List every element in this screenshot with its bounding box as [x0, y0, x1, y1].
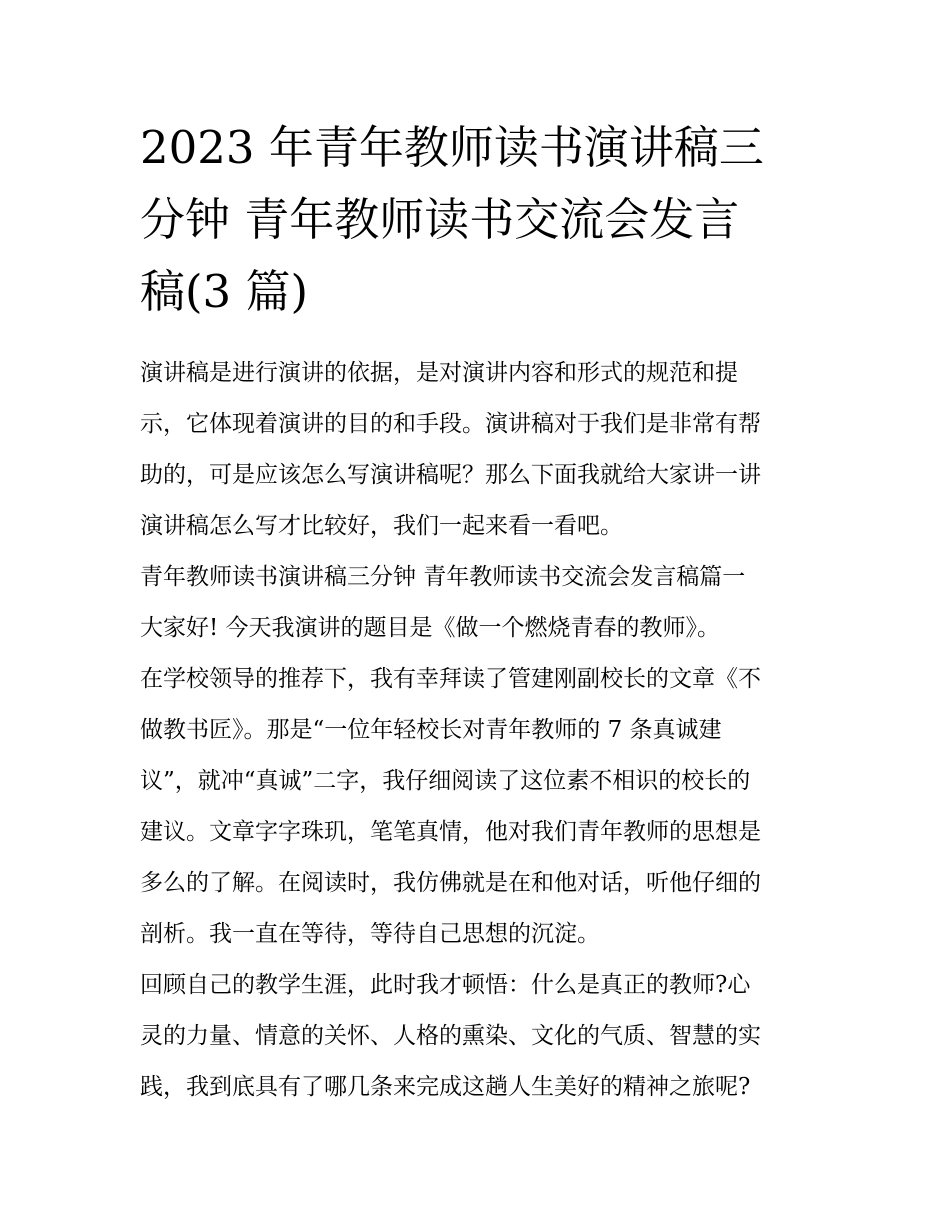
- title-line: 分钟 青年教师读书交流会发言: [140, 193, 740, 246]
- text-line: 演讲稿是进行演讲的依据，是对演讲内容和形式的规范和提: [140, 360, 738, 386]
- text-line: 助的，可是应该怎么写演讲稿呢？那么下面我就给大家讲一讲: [140, 462, 761, 488]
- text-line: 示，它体现着演讲的目的和手段。演讲稿对于我们是非常有帮: [140, 411, 761, 437]
- body-paragraph-2: [140, 960, 810, 1113]
- document-page: [140, 112, 810, 1113]
- title-line: 稿(3 篇): [140, 265, 309, 318]
- text-line: 践，我到底具有了哪几条来完成这趟人生美好的精神之旅呢?: [140, 1074, 751, 1100]
- text-line: 演讲稿怎么写才比较好，我们一起来看一看吧。: [140, 513, 623, 539]
- text-line: 做教书匠》。那是“一位年轻校长对青年教师的 7 条真诚建: [140, 717, 722, 743]
- text-line: 多么的了解。在阅读时，我仿佛就是在和他对话，听他仔细的: [140, 870, 761, 896]
- intro-paragraph: [140, 348, 810, 552]
- text-line: 回顾自己的教学生涯，此时我才顿悟：什么是真正的教师?心: [140, 972, 751, 998]
- text-line: 灵的力量、情意的关怀、人格的熏染、文化的气质、智慧的实: [140, 1023, 761, 1049]
- text-line: 在学校领导的推荐下，我有幸拜读了管建刚副校长的文章《不: [140, 666, 761, 692]
- body-paragraph-1: [140, 654, 810, 960]
- greeting-line: 大家好! 今天我演讲的题目是《做一个燃烧青春的教师》。: [140, 615, 721, 641]
- text-line: 建议。文章字字珠玑，笔笔真情，他对我们青年教师的思想是: [140, 819, 761, 845]
- title-line: 2023 年青年教师读书演讲稿三: [140, 121, 764, 174]
- text-line: 剖析。我一直在等待，等待自己思想的沉淀。: [140, 921, 600, 947]
- section-heading: 青年教师读书演讲稿三分钟 青年教师读书交流会发言稿篇一: [140, 564, 746, 590]
- text-line: 议”，就冲“真诚”二字，我仔细阅读了这位素不相识的校长的: [140, 768, 751, 794]
- document-title: [140, 112, 810, 328]
